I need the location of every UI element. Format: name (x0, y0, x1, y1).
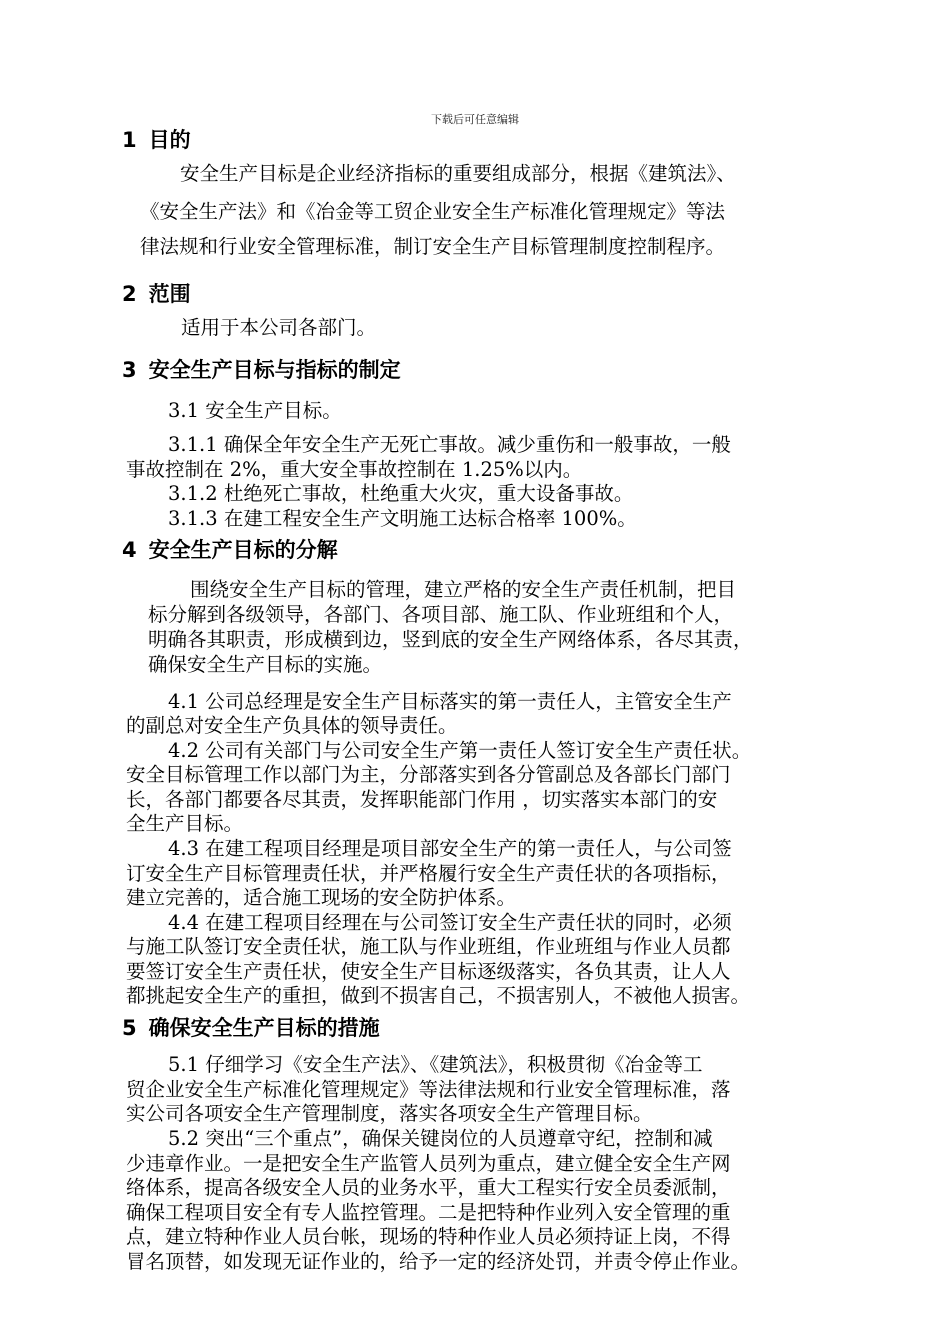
section-5-title: 确保安全生产目标的措施 (148, 1016, 380, 1040)
s4-line-8: 安全目标管理工作以部门为主，分部落实到各分管副总及各部长门部门 (126, 763, 731, 786)
section-1-heading (122, 126, 191, 154)
s2-line-1: 适用于本公司各部门。 (181, 316, 377, 339)
section-5-heading (122, 1014, 380, 1042)
section-2-heading (122, 280, 191, 308)
section-3-heading (122, 356, 401, 384)
s3-line-3: 事故控制在 2%，重大安全事故控制在 1.25%以内。 (126, 458, 583, 481)
section-3-title: 安全生产目标与指标的制定 (148, 358, 401, 382)
s3-line-5: 3.1.3 在建工程安全生产文明施工达标合格率 100%。 (168, 507, 637, 530)
s4-line-15: 与施工队签订安全责任状，施工队与作业班组，作业班组与作业人员都 (126, 935, 731, 958)
s3-line-4: 3.1.2 杜绝死亡事故，杜绝重大火灾，重大设备事故。 (168, 482, 634, 505)
s1-line-3: 律法规和行业安全管理标准，制订安全生产目标管理制度控制程序。 (140, 235, 726, 258)
section-4-number: 4 (122, 538, 137, 562)
s5-line-7: 确保工程项目安全有专人监控管理。二是把特种作业列入安全管理的重 (126, 1201, 731, 1224)
s4-line-16: 要签订安全生产责任状，使安全生产目标逐级落实，各负其责，让人人 (126, 960, 731, 983)
section-4-heading (122, 536, 338, 564)
s5-line-6: 络体系，提高各级安全人员的业务水平，重大工程实行安全员委派制， (126, 1176, 731, 1199)
s4-line-17: 都挑起安全生产的重担，做到不损害自己，不损害别人，不被他人损害。 (126, 984, 751, 1007)
s4-line-7: 4.2 公司有关部门与公司安全生产第一责任人签订安全生产责任状。 (168, 739, 752, 762)
s4-line-10: 全生产目标。 (126, 812, 244, 835)
s5-line-3: 实公司各项安全生产管理制度，落实各项安全生产管理目标。 (126, 1102, 653, 1125)
s1-line-1: 安全生产目标是企业经济指标的重要组成部分，根据《建筑法》、 (180, 162, 736, 185)
s4-line-1: 围绕安全生产目标的管理，建立严格的安全生产责任机制，把目 (190, 578, 737, 601)
s5-line-9: 冒名顶替，如发现无证作业的，给予一定的经济处罚，并责令停止作业。 (126, 1250, 751, 1273)
s4-line-9: 长，各部门都要各尽其责，发挥职能部门作用 ，切实落实本部门的安 (126, 788, 718, 811)
s5-line-8: 点，建立特种作业人员台帐，现场的特种作业人员必须持证上岗，不得 (126, 1225, 731, 1248)
s4-line-5: 4.1 公司总经理是安全生产目标落实的第一责任人，主管安全生产 (168, 690, 732, 713)
section-1-title: 目的 (148, 128, 191, 152)
s1-line-2: 《安全生产法》和《冶金等工贸企业安全生产标准化管理规定》等法 (140, 200, 726, 223)
section-5-number: 5 (122, 1016, 137, 1040)
section-3-number: 3 (122, 358, 137, 382)
s4-line-11: 4.3 在建工程项目经理是项目部安全生产的第一责任人，与公司签 (168, 837, 732, 860)
s3-line-2: 3.1.1 确保全年安全生产无死亡事故。减少重伤和一般事故，一般 (168, 433, 731, 456)
section-2-number: 2 (122, 282, 137, 306)
s3-line-1: 3.1 安全生产目标。 (168, 399, 342, 422)
s5-line-1: 5.1 仔细学习《安全生产法》、《建筑法》，积极贯彻《冶金等工 (168, 1053, 703, 1076)
s4-line-6: 的副总对安全生产负具体的领导责任。 (126, 714, 458, 737)
s4-line-4: 确保安全生产目标的实施。 (148, 653, 383, 676)
s5-line-4: 5.2 突出“三个重点”，确保关键岗位的人员遵章守纪，控制和减 (168, 1127, 713, 1150)
s4-line-13: 建立完善的，适合施工现场的安全防护体系。 (126, 886, 517, 909)
section-1-number: 1 (122, 128, 137, 152)
s4-line-3: 明确各其职责，形成横到边，竖到底的安全生产网络体系，各尽其责， (148, 628, 753, 651)
s4-line-2: 标分解到各级领导，各部门、各项目部、施工队、作业班组和个人， (148, 603, 734, 626)
s5-line-2: 贸企业安全生产标准化管理规定》等法律法规和行业安全管理标准，落 (126, 1078, 731, 1101)
s4-line-12: 订安全生产目标管理责任状，并严格履行安全生产责任状的各项指标， (126, 862, 731, 885)
header-note: 下载后可任意编辑 (431, 113, 519, 126)
s5-line-5: 少违章作业。一是把安全生产监管人员列为重点，建立健全安全生产网 (126, 1152, 731, 1175)
section-4-title: 安全生产目标的分解 (148, 538, 338, 562)
section-2-title: 范围 (148, 282, 191, 306)
s4-line-14: 4.4 在建工程项目经理在与公司签订安全生产责任状的同时，必须 (168, 911, 732, 934)
